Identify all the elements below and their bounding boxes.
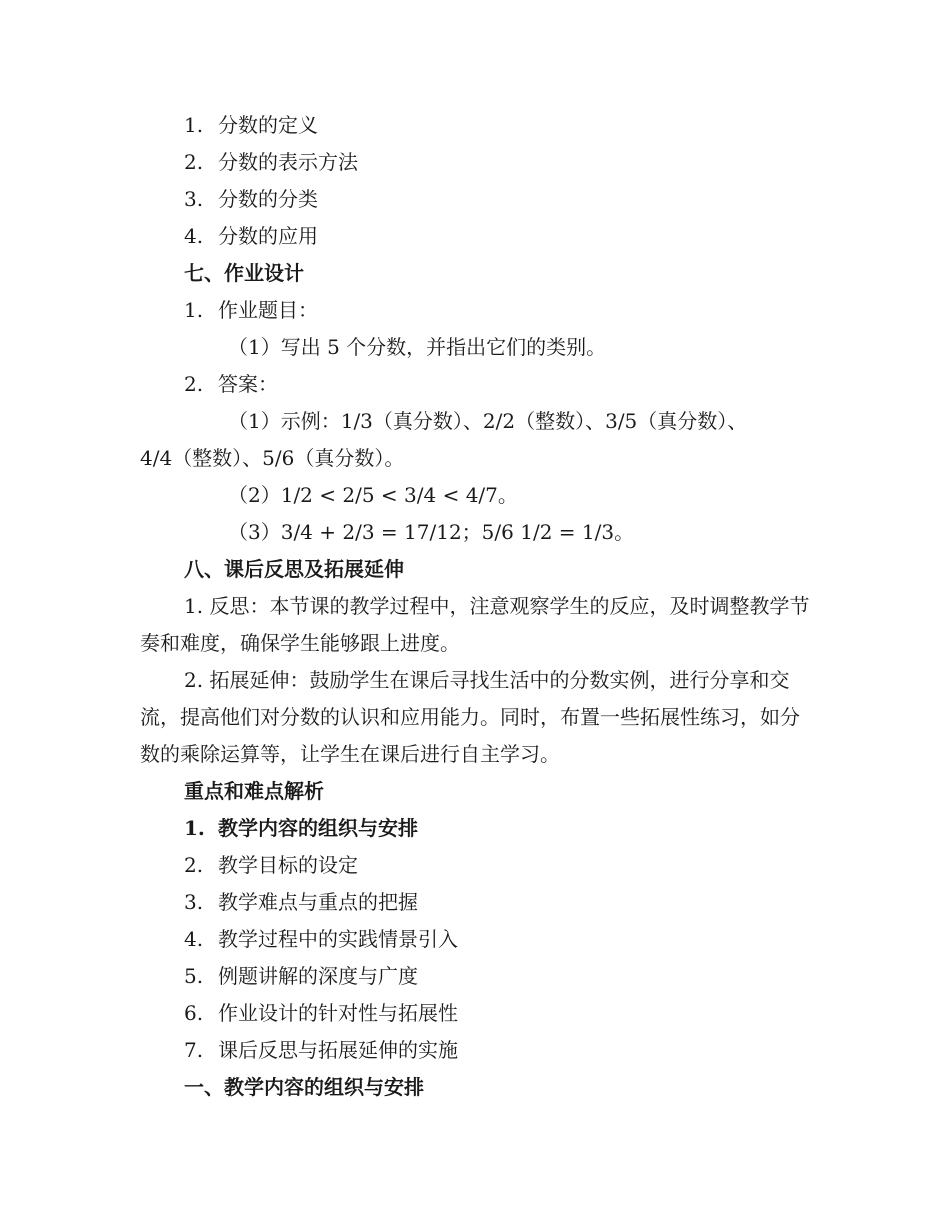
reflection-paragraph: 1. 反思：本节课的教学过程中，注意观察学生的反应，及时调整教学节奏和难度，确保学生能够跟上进度。 bbox=[140, 594, 810, 655]
analysis-item: 2. 教学目标的设定 bbox=[184, 853, 358, 877]
analysis-item: 1. 教学内容的组织与安排 bbox=[184, 816, 418, 840]
analysis-item: 4. 教学过程中的实践情景引入 bbox=[184, 927, 458, 951]
analysis-item: 6. 作业设计的针对性与拓展性 bbox=[184, 1001, 458, 1025]
extension-paragraph: 2. 拓展延伸：鼓励学生在课后寻找生活中的分数实例，进行分享和交流，提高他们对分数的认识和应用能力。同时，布置一些拓展性练习，如分数的乘除运算等，让学生在课后进行自主学习。 bbox=[140, 668, 800, 766]
homework-answer-label: 2. 答案： bbox=[184, 372, 278, 396]
answer-1-line-2: 4/4（整数）、5/6（真分数）。 bbox=[140, 446, 405, 470]
document-body bbox=[140, 107, 810, 1106]
answer-2: （2）1/2 < 2/5 < 3/4 < 4/7。 bbox=[228, 483, 518, 507]
section-heading-content-organization: 一、教学内容的组织与安排 bbox=[184, 1075, 424, 1099]
analysis-heading: 重点和难点解析 bbox=[184, 779, 324, 803]
homework-question: （1）写出 5 个分数，并指出它们的类别。 bbox=[228, 335, 607, 359]
answer-3: （3）3/4 + 2/3 = 17/12；5/6 1/2 = 1/3。 bbox=[228, 520, 635, 544]
analysis-item: 3. 教学难点与重点的把握 bbox=[184, 890, 418, 914]
answer-1-line-1: （1）示例：1/3（真分数）、2/2（整数）、3/5（真分数）、 bbox=[228, 409, 748, 433]
section-heading-homework: 七、作业设计 bbox=[184, 261, 304, 285]
section-heading-reflection: 八、课后反思及拓展延伸 bbox=[184, 557, 404, 581]
analysis-item: 7. 课后反思与拓展延伸的实施 bbox=[184, 1038, 458, 1062]
list-item: 3. 分数的分类 bbox=[184, 187, 318, 211]
list-item: 4. 分数的应用 bbox=[184, 224, 318, 248]
analysis-item: 5. 例题讲解的深度与广度 bbox=[184, 964, 418, 988]
list-item: 2. 分数的表示方法 bbox=[184, 150, 358, 174]
list-item: 1. 分数的定义 bbox=[184, 113, 318, 137]
homework-question-label: 1. 作业题目： bbox=[184, 298, 318, 322]
